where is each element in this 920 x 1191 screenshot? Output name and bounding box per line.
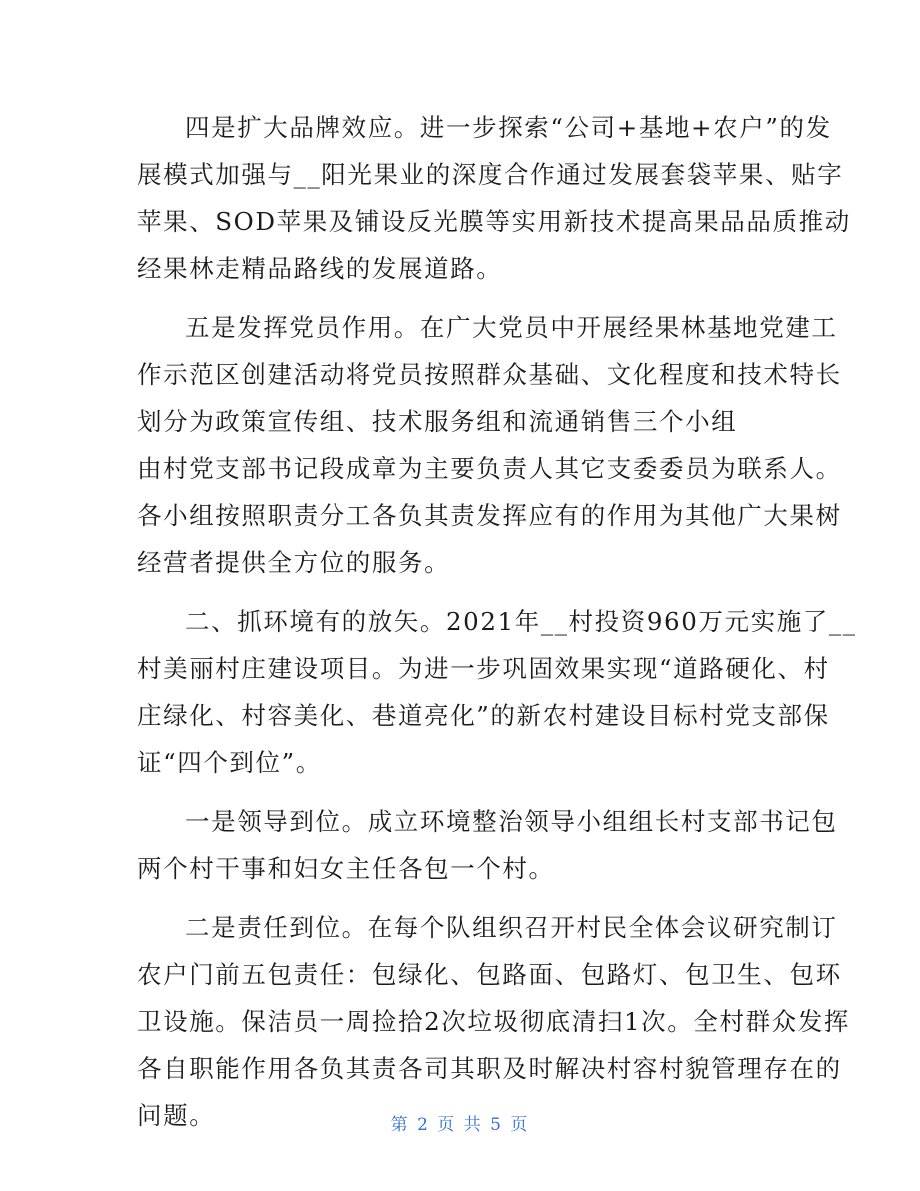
text-line: 一是领导到位。成立环境整治领导小组组长村支部书记包 <box>185 807 838 836</box>
text-line: 农户门前五包责任：包绿化、包路面、包路灯、包卫生、包环 <box>137 960 842 989</box>
paragraph-leadership <box>137 798 838 892</box>
paragraph-responsibility <box>137 904 850 1139</box>
paragraph-party-members <box>137 304 842 586</box>
text-line: 五是发挥党员作用。在广大党员中开展经果林基地党建工 <box>185 313 838 342</box>
page-number-footer: 第 2 页 共 5 页 <box>390 1115 530 1135</box>
text-line: 问题。 <box>137 1101 216 1130</box>
text-line: 经营者提供全方位的服务。 <box>137 548 451 577</box>
text-line: 四是扩大品牌效应。进一步探索“公司+基地+农户”的发 <box>185 113 832 142</box>
paragraph-brand-effect <box>137 104 851 292</box>
text-line: 证“四个到位”。 <box>137 748 322 777</box>
text-line: 展模式加强与__阳光果业的深度合作通过发展套袋苹果、贴字 <box>137 160 844 189</box>
document-body <box>137 104 857 1139</box>
text-line: 作示范区创建活动将党员按照群众基础、文化程度和技术特长 <box>137 360 842 389</box>
text-line: 卫设施。保洁员一周捡拾2次垃圾彻底清扫1次。全村群众发挥 <box>137 1007 850 1036</box>
text-line: 村美丽村庄建设项目。为进一步巩固效果实现“道路硬化、村 <box>137 654 830 683</box>
text-line: 苹果、SOD苹果及铺设反光膜等实用新技术提高果品品质推动 <box>137 207 851 236</box>
text-line: 二、抓环境有的放矢。2021年__村投资960万元实施了__ <box>185 607 857 636</box>
text-line: 二是责任到位。在每个队组织召开村民全体会议研究制订 <box>185 913 838 942</box>
text-line: 经果林走精品路线的发展道路。 <box>137 254 503 283</box>
text-line: 各自职能作用各负其责各司其职及时解决村容村貌管理存在的 <box>137 1054 842 1083</box>
paragraph-environment <box>137 598 857 786</box>
text-line: 由村党支部书记段成章为主要负责人其它支委委员为联系人。 <box>137 454 842 483</box>
text-line: 庄绿化、村容美化、巷道亮化”的新农村建设目标村党支部保 <box>137 701 830 730</box>
text-line: 划分为政策宣传组、技术服务组和流通销售三个小组 <box>137 407 738 436</box>
text-line: 两个村干事和妇女主任各包一个村。 <box>137 854 555 883</box>
text-line: 各小组按照职责分工各负其责发挥应有的作用为其他广大果树 <box>137 501 842 530</box>
